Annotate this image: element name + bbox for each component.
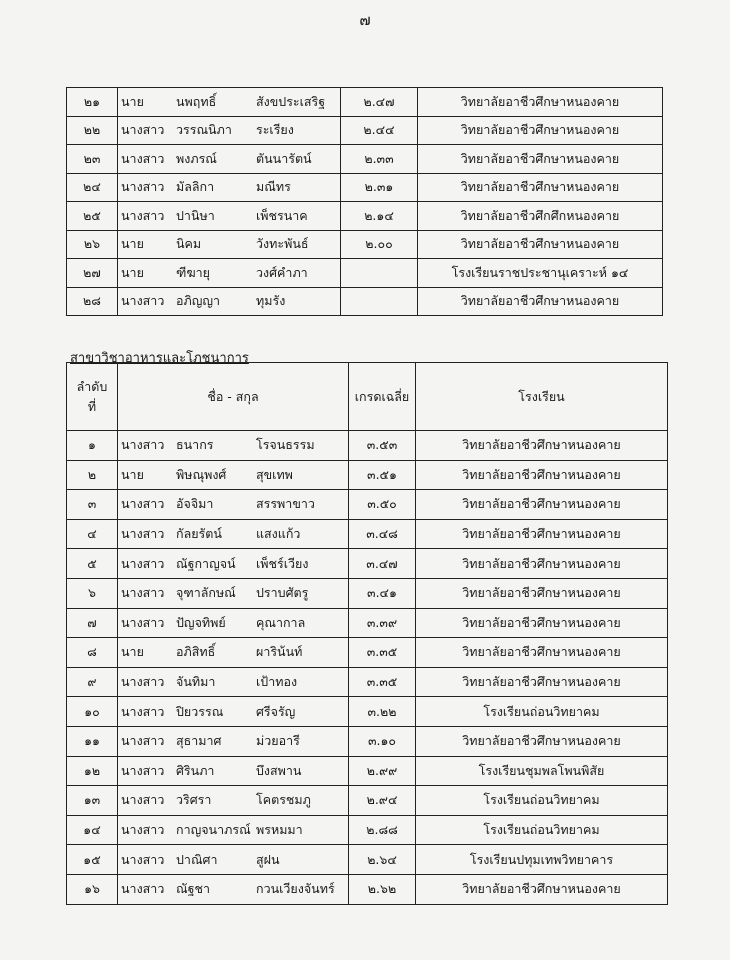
table-row [67, 786, 668, 816]
name-prefix: นาย [121, 644, 144, 660]
first-name: จุฑาลักษณ์ [176, 585, 236, 601]
first-name: ณัฐชา [176, 881, 210, 897]
first-name: อภิญญา [176, 293, 221, 309]
school-name: โรงเรียนราชประชานุเคราะห์ ๑๔ [418, 259, 663, 288]
first-name: กาญจนาภรณ์ [176, 822, 251, 838]
grade-average: ๒.๓๑ [341, 173, 418, 202]
last-name: คุณากาล [256, 614, 306, 630]
name-prefix: นางสาว [121, 733, 165, 749]
name-cell [118, 578, 349, 608]
table-row [67, 549, 668, 579]
school-name: วิทยาลัยอาชีวศึกษาหนองคาย [416, 578, 668, 608]
table-row [67, 874, 668, 904]
school-name: วิทยาลัยอาชีวศึกษาหนองคาย [418, 230, 663, 259]
grade-average: ๒.๙๔ [349, 786, 416, 816]
name-prefix: นางสาว [121, 496, 165, 512]
grade-average: ๒.๖๒ [349, 874, 416, 904]
table-row [67, 116, 663, 145]
name-prefix: นางสาว [121, 437, 165, 453]
school-name: วิทยาลัยอาชีวศึกษาหนองคาย [416, 726, 668, 756]
name-cell [118, 230, 341, 259]
first-name: อัจจิมา [176, 496, 214, 512]
last-name: ปราบศัตรู [256, 585, 309, 601]
name-prefix: นางสาว [121, 207, 165, 223]
first-name: ณัฐกาญจน์ [176, 555, 236, 571]
name-prefix: นางสาว [121, 881, 165, 897]
school-name: วิทยาลัยอาชีวศึกษาหนองคาย [418, 145, 663, 174]
table-row [67, 667, 668, 697]
name-cell [118, 287, 341, 316]
first-name: ปิยวรรณ [176, 703, 224, 719]
row-number: ๒๕ [67, 202, 118, 231]
name-cell [118, 697, 349, 727]
row-number: ๒๑ [67, 88, 118, 117]
name-cell [118, 667, 349, 697]
row-number: ๑๕ [67, 845, 118, 875]
name-prefix: นางสาว [121, 674, 165, 690]
grade-average: ๒.๖๔ [349, 845, 416, 875]
row-number: ๒๗ [67, 259, 118, 288]
last-name: มณีทร [256, 179, 291, 195]
table-row [67, 145, 663, 174]
row-number: ๖ [67, 578, 118, 608]
last-name: เพ็ชร์เวียง [256, 555, 309, 571]
last-name: บึงสพาน [256, 762, 302, 778]
name-prefix: นางสาว [121, 822, 165, 838]
name-cell [118, 88, 341, 117]
first-name: นิคม [176, 236, 202, 252]
name-cell [118, 756, 349, 786]
name-prefix: นาย [121, 236, 144, 252]
name-cell [118, 786, 349, 816]
grade-average: ๓.๕๑ [349, 460, 416, 490]
row-number: ๒๘ [67, 287, 118, 316]
table-row [67, 460, 668, 490]
first-name: ปานิษา [176, 207, 215, 223]
name-cell [118, 259, 341, 288]
school-name: โรงเรียนชุมพลโพนพิสัย [416, 756, 668, 786]
school-name: โรงเรียนถ่อนวิทยาคม [416, 697, 668, 727]
grade-average: ๒.๙๙ [349, 756, 416, 786]
table-row [67, 431, 668, 461]
row-number: ๒๖ [67, 230, 118, 259]
table-row [67, 578, 668, 608]
last-name: โคตรชมภู [256, 792, 311, 808]
last-name: ระเรียง [256, 122, 294, 138]
school-name: วิทยาลัยอาชีวศึกษาหนองคาย [416, 874, 668, 904]
grade-average: ๒.๐๐ [341, 230, 418, 259]
grade-average: ๓.๓๕ [349, 667, 416, 697]
header-number-line1: ลำดับ [76, 378, 108, 394]
grade-average: ๓.๔๗ [349, 549, 416, 579]
name-prefix: นางสาว [121, 614, 165, 630]
grade-average: ๓.๕๐ [349, 490, 416, 520]
first-name: มัลลิกา [176, 179, 215, 195]
table-row [67, 230, 663, 259]
grade-average: ๒.๔๗ [341, 88, 418, 117]
school-name: วิทยาลัยอาชีวศึกษาหนองคาย [418, 173, 663, 202]
first-name: นพฤทธิ์ [176, 93, 217, 109]
last-name: สูฝน [256, 851, 280, 867]
last-name: ทุมรัง [256, 293, 286, 309]
header-grade: เกรดเฉลี่ย [349, 363, 416, 431]
row-number: ๒ [67, 460, 118, 490]
student-table-continued [66, 87, 663, 316]
name-cell [118, 608, 349, 638]
header-number [67, 363, 118, 431]
grade-average: ๒.๔๔ [341, 116, 418, 145]
school-name: วิทยาลัยอาชีวศึกษาหนองคาย [416, 608, 668, 638]
name-cell [118, 460, 349, 490]
table-row [67, 173, 663, 202]
name-cell [118, 815, 349, 845]
last-name: วงศ์คำภา [256, 264, 308, 280]
name-prefix: นาย [121, 264, 144, 280]
name-prefix: นาย [121, 466, 144, 482]
name-cell [118, 519, 349, 549]
table-row [67, 726, 668, 756]
name-prefix: นางสาว [121, 150, 165, 166]
grade-average: ๒.๘๘ [349, 815, 416, 845]
grade-average [341, 287, 418, 316]
school-name: วิทยาลัยอาชีวศึกศึกหนองคาย [418, 202, 663, 231]
row-number: ๑๔ [67, 815, 118, 845]
last-name: เป้าทอง [256, 674, 298, 690]
first-name: ศิรินภา [176, 762, 215, 778]
row-number: ๑๓ [67, 786, 118, 816]
first-name: อภิสิทธิ์ [176, 644, 216, 660]
school-name: วิทยาลัยอาชีวศึกษาหนองคาย [416, 667, 668, 697]
table-row [67, 697, 668, 727]
school-name: วิทยาลัยอาชีวศึกษาหนองคาย [416, 490, 668, 520]
first-name: กัลยรัตน์ [176, 526, 222, 542]
first-name: วรรณนิภา [176, 122, 232, 138]
row-number: ๒๓ [67, 145, 118, 174]
first-name: พงภรณ์ [176, 150, 217, 166]
name-cell [118, 431, 349, 461]
school-name: วิทยาลัยอาชีวศึกษาหนองคาย [418, 287, 663, 316]
row-number: ๕ [67, 549, 118, 579]
name-cell [118, 145, 341, 174]
name-prefix: นางสาว [121, 703, 165, 719]
grade-average: ๓.๔๘ [349, 519, 416, 549]
grade-average: ๒.๓๓ [341, 145, 418, 174]
table-row [67, 259, 663, 288]
grade-average: ๓.๓๕ [349, 638, 416, 668]
student-table-food-nutrition [66, 362, 668, 905]
school-name: วิทยาลัยอาชีวศึกษาหนองคาย [416, 519, 668, 549]
table-row [67, 202, 663, 231]
school-name: วิทยาลัยอาชีวศึกษาหนองคาย [418, 88, 663, 117]
name-prefix: นางสาว [121, 122, 165, 138]
row-number: ๑๐ [67, 697, 118, 727]
row-number: ๑๒ [67, 756, 118, 786]
header-name: ชื่อ - สกุล [118, 363, 349, 431]
table-row [67, 490, 668, 520]
table-row [67, 88, 663, 117]
table-row [67, 845, 668, 875]
grade-average: ๒.๑๔ [341, 202, 418, 231]
table-row [67, 756, 668, 786]
last-name: ม่วยอารี [256, 733, 300, 749]
grade-average: ๓.๓๙ [349, 608, 416, 638]
row-number: ๘ [67, 638, 118, 668]
row-number: ๗ [67, 608, 118, 638]
last-name: ผาริน้นท์ [256, 644, 303, 660]
name-prefix: นางสาว [121, 526, 165, 542]
school-name: โรงเรียนถ่อนวิทยาคม [416, 815, 668, 845]
name-cell [118, 638, 349, 668]
name-prefix: นาย [121, 93, 144, 109]
grade-average: ๓.๔๑ [349, 578, 416, 608]
last-name: กวนเวียงจันทร์ [256, 881, 335, 897]
last-name: สังขประเสริฐ [256, 93, 326, 109]
table-row [67, 519, 668, 549]
school-name: วิทยาลัยอาชีวศึกษาหนองคาย [416, 431, 668, 461]
name-cell [118, 874, 349, 904]
page-number: ๗ [359, 11, 371, 29]
row-number: ๓ [67, 490, 118, 520]
first-name: ฑีฆายุ [176, 264, 210, 280]
school-name: วิทยาลัยอาชีวศึกษาหนองคาย [416, 638, 668, 668]
school-name: วิทยาลัยอาชีวศึกษาหนองคาย [416, 549, 668, 579]
table-row [67, 287, 663, 316]
first-name: วริศรา [176, 792, 212, 808]
last-name: ศรีจรัญ [256, 703, 296, 719]
table-header-row [67, 363, 668, 431]
table-row [67, 608, 668, 638]
name-prefix: นางสาว [121, 792, 165, 808]
name-cell [118, 726, 349, 756]
last-name: เพ็ชรนาค [256, 207, 308, 223]
row-number: ๔ [67, 519, 118, 549]
first-name: จันทิมา [176, 674, 216, 690]
name-prefix: นางสาว [121, 555, 165, 571]
last-name: ตันนารัตน์ [256, 150, 312, 166]
header-number-line2: ที่ [87, 398, 97, 414]
grade-average: ๓.๒๒ [349, 697, 416, 727]
name-prefix: นางสาว [121, 293, 165, 309]
name-cell [118, 202, 341, 231]
table-row [67, 815, 668, 845]
row-number: ๑๖ [67, 874, 118, 904]
row-number: ๙ [67, 667, 118, 697]
name-prefix: นางสาว [121, 179, 165, 195]
name-cell [118, 490, 349, 520]
name-cell [118, 845, 349, 875]
header-school: โรงเรียน [416, 363, 668, 431]
row-number: ๑ [67, 431, 118, 461]
name-prefix: นางสาว [121, 851, 165, 867]
last-name: โรจนธรรม [256, 437, 315, 453]
table-row [67, 638, 668, 668]
name-prefix: นางสาว [121, 585, 165, 601]
last-name: วังทะพันธ์ [256, 236, 309, 252]
row-number: ๑๑ [67, 726, 118, 756]
last-name: พรหมมา [256, 822, 303, 838]
row-number: ๒๔ [67, 173, 118, 202]
name-cell [118, 173, 341, 202]
grade-average: ๓.๕๓ [349, 431, 416, 461]
school-name: วิทยาลัยอาชีวศึกษาหนองคาย [416, 460, 668, 490]
school-name: วิทยาลัยอาชีวศึกษาหนองคาย [418, 116, 663, 145]
last-name: แสงแก้ว [256, 526, 301, 542]
school-name: โรงเรียนปทุมเทพวิทยาคาร [416, 845, 668, 875]
row-number: ๒๒ [67, 116, 118, 145]
school-name: โรงเรียนถ่อนวิทยาคม [416, 786, 668, 816]
name-prefix: นางสาว [121, 762, 165, 778]
grade-average: ๓.๑๐ [349, 726, 416, 756]
name-cell [118, 116, 341, 145]
first-name: พิษณุพงศ์ [176, 466, 227, 482]
grade-average [341, 259, 418, 288]
first-name: ธนากร [176, 437, 214, 453]
section-title: สาขาวิชาอาหารและโภชนาการ [70, 351, 249, 366]
last-name: สุขเทพ [256, 466, 293, 482]
first-name: ปาณิศา [176, 851, 218, 867]
last-name: สรรพาขาว [256, 496, 315, 512]
first-name: สุธามาศ [176, 733, 222, 749]
name-cell [118, 549, 349, 579]
first-name: ปัญจทิพย์ [176, 614, 226, 630]
